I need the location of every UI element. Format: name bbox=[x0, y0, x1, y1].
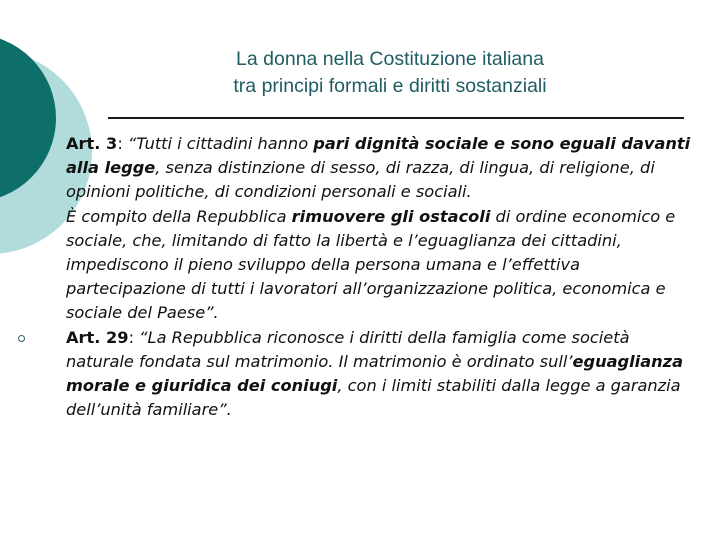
article-3-item bbox=[66, 132, 692, 326]
title-line-2: tra principi formali e diritti sostanziali bbox=[233, 75, 547, 97]
article-3-text: “Tutti i cittadini hanno bbox=[127, 134, 314, 153]
article-29-emphasis-spouses: eguaglianza morale e giuridica dei coniugi bbox=[66, 351, 684, 396]
article-29-separator: : bbox=[128, 327, 140, 347]
title-underline bbox=[108, 117, 684, 119]
article-3-label: Art. 3 bbox=[66, 134, 118, 153]
article-3-emphasis-equality: pari dignità sociale e sono eguali davanti alla legge bbox=[66, 134, 691, 178]
slide-title bbox=[110, 46, 670, 100]
article-3-text: di ordine economico e sociale, che, limitando di fatto la libertà e l’eguaglianza dei cittadini, impediscono il pieno sviluppo della persona umana e l’effettiva partecipazione di tutti i lavoratori all’organizzazione politica, economica e sociale del Paese”. bbox=[66, 206, 676, 323]
article-29-text: “La Repubblica riconosce i diritti della famiglia come società naturale fondata sul matrimonio. Il matrimonio è ordinato sull’ bbox=[66, 327, 630, 371]
article-3-text: È compito della Repubblica bbox=[66, 206, 292, 226]
hollow-circle-bullet-icon bbox=[18, 335, 25, 342]
slide-body bbox=[66, 132, 692, 422]
article-3-emphasis-obstacles: rimuovere gli ostacoli bbox=[291, 206, 491, 226]
article-29-item bbox=[66, 326, 692, 423]
article-3-text: , senza distinzione di sesso, di razza, di lingua, di religione, di opinioni politiche, di condizioni personali e sociali. bbox=[66, 158, 655, 202]
article-3-separator: : bbox=[117, 134, 128, 153]
article-29-text: , con i limiti stabiliti dalla legge a garanzia dell’unità familiare”. bbox=[66, 376, 681, 420]
title-line-1: La donna nella Costituzione italiana bbox=[236, 48, 544, 70]
article-29-label: Art. 29 bbox=[66, 327, 129, 347]
